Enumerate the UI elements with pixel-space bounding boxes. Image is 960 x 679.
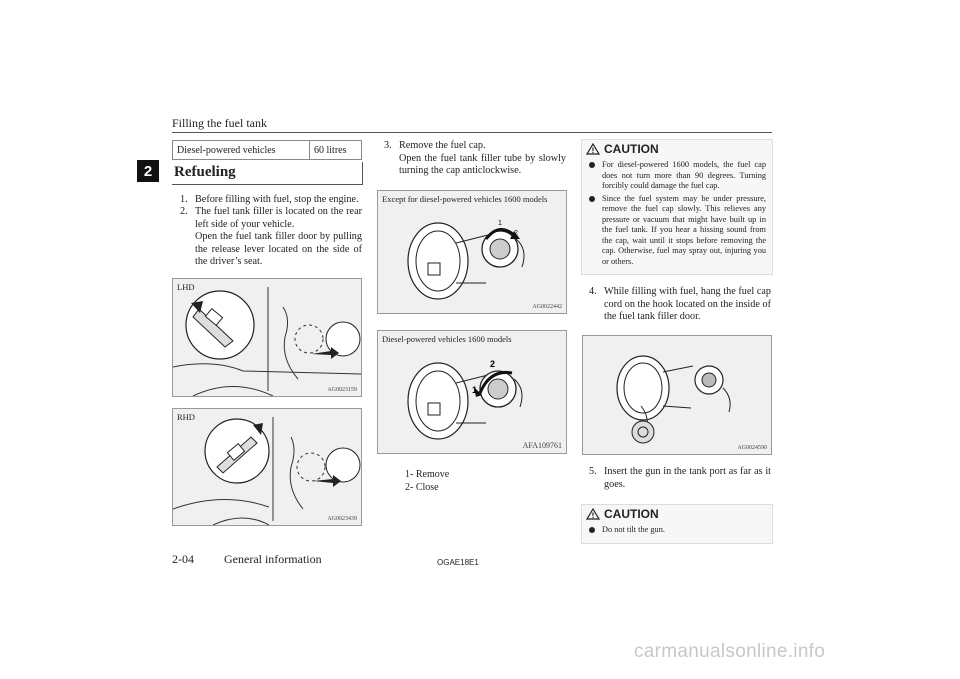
caution-item: For diesel-powered 1600 models, the fuel cap does not turn more than 90 degrees. Turning forcibly could damage the fuel cap. bbox=[588, 160, 766, 192]
page-header-title: Filling the fuel tank bbox=[172, 116, 267, 130]
figure-rhd bbox=[172, 408, 362, 526]
step-3 bbox=[384, 140, 566, 178]
table-row bbox=[173, 141, 362, 160]
figure-code: AFA109761 bbox=[522, 441, 562, 450]
figure-code: AG0024590 bbox=[737, 445, 767, 451]
caution-box-fuel-cap bbox=[581, 139, 773, 275]
step-text: Insert the gun in the tank port as far as it goes. bbox=[604, 466, 771, 490]
callout-1: 1 bbox=[498, 220, 502, 227]
caution-heading: CAUTION bbox=[604, 507, 659, 521]
table-cell-capacity: 60 litres bbox=[310, 141, 362, 160]
figure-code: AG0023159 bbox=[327, 387, 357, 393]
figure-code: AG0022442 bbox=[532, 304, 562, 310]
watermark: carmanualsonline.info bbox=[634, 641, 826, 662]
release-lever-illustration bbox=[173, 279, 361, 396]
legend-item-remove: 1- Remove bbox=[405, 469, 450, 480]
fuel-cap-illustration bbox=[378, 191, 566, 313]
step-number: 1. bbox=[180, 194, 188, 205]
caution-heading: CAUTION bbox=[604, 142, 659, 156]
step-number: 2. bbox=[180, 206, 188, 217]
caution-item: Do not tilt the gun. bbox=[588, 525, 766, 536]
figure-label: Except for diesel-powered vehicles 1600 models bbox=[382, 194, 548, 204]
figure-fuel-cap-diesel bbox=[377, 330, 567, 454]
callout-1: 1 bbox=[472, 385, 478, 395]
figure-lhd bbox=[172, 278, 362, 397]
step-subtext: Open the fuel tank filler tube by slowly turning the cap anticlockwise. bbox=[399, 152, 566, 176]
caution-item: Since the fuel system may be under pressure, remove the fuel cap slowly. This relieves any pressure or vacuum that might have built up in the fuel tank. If you hear a hissing sound from the cap, wait until it stops before removing the cap. Otherwise, fuel may spray out, injuring you or others. bbox=[588, 194, 766, 268]
document-code: OGAE18E1 bbox=[437, 558, 479, 567]
caution-header bbox=[582, 505, 772, 523]
bullet-icon bbox=[589, 527, 595, 533]
step-text: Before filling with fuel, stop the engine. bbox=[195, 194, 359, 205]
bullet-icon bbox=[589, 196, 595, 202]
fuel-cap-hook-illustration bbox=[583, 336, 771, 454]
figure-fuel-cap-hook bbox=[582, 335, 772, 455]
figure-label: LHD bbox=[177, 282, 195, 292]
step-number: 3. bbox=[384, 140, 392, 151]
cap-legend bbox=[405, 469, 449, 494]
figure-label: RHD bbox=[177, 412, 195, 422]
header-rule bbox=[172, 132, 772, 133]
step-text: While filling with fuel, hang the fuel cap cord on the hook located on the inside of the fuel tank filler door. bbox=[604, 286, 771, 322]
fuel-cap-illustration bbox=[378, 331, 566, 453]
figure-code: AG0023439 bbox=[327, 516, 357, 522]
figure-label: Diesel-powered vehicles 1600 models bbox=[382, 334, 512, 344]
footer-section-title: General information bbox=[224, 552, 322, 566]
release-lever-illustration bbox=[173, 409, 361, 525]
step-2 bbox=[180, 206, 362, 269]
chapter-tab: 2 bbox=[137, 160, 159, 182]
step-text: Remove the fuel cap. bbox=[399, 140, 486, 151]
section-heading: Refueling bbox=[172, 162, 363, 185]
fuel-capacity-table bbox=[172, 140, 362, 160]
table-cell-vehicle: Diesel-powered vehicles bbox=[173, 141, 310, 160]
callout-2: 2 bbox=[490, 359, 496, 369]
step-5 bbox=[589, 466, 771, 491]
legend-item-close: 2- Close bbox=[405, 481, 439, 493]
step-1 bbox=[180, 194, 362, 207]
caution-header bbox=[582, 140, 772, 158]
step-number: 5. bbox=[589, 466, 597, 477]
caution-box-gun bbox=[581, 504, 773, 544]
warning-triangle-icon bbox=[586, 508, 600, 520]
warning-triangle-icon bbox=[586, 143, 600, 155]
step-number: 4. bbox=[589, 286, 597, 297]
bullet-icon bbox=[589, 162, 595, 168]
figure-fuel-cap-except-diesel bbox=[377, 190, 567, 314]
step-text: The fuel tank filler is located on the rear left side of your vehicle. bbox=[195, 206, 362, 230]
callout-2: 2 bbox=[514, 230, 518, 237]
page-number: 2-04 bbox=[172, 552, 194, 566]
step-subtext: Open the fuel tank filler door by pulling the release lever located on the side of the driver’s seat. bbox=[195, 231, 362, 267]
step-4 bbox=[589, 286, 771, 324]
